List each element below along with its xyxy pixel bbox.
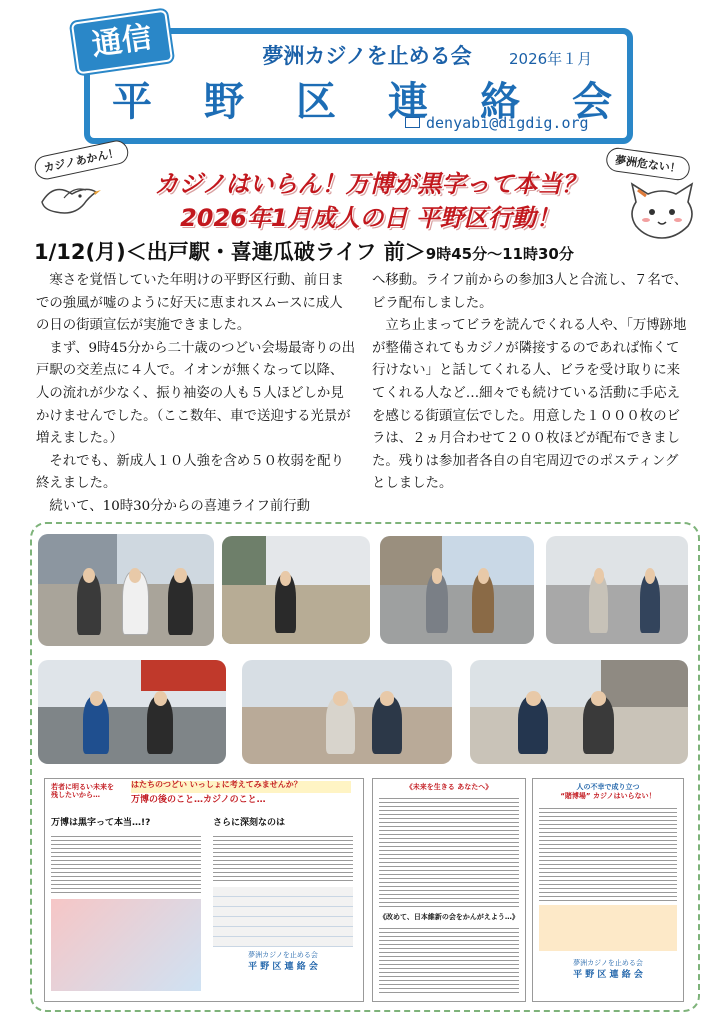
paragraph: 続いて、10時30分からの喜連ライフ前行動 [36,498,311,514]
flyer-heading: 人の不幸で成り立つ [576,783,640,791]
photo-street-3 [380,536,534,644]
flyer-middle [372,778,526,1002]
flyer-back [532,778,684,1002]
flyer-footer: 夢洲カジノを止める会 [248,951,318,959]
body-column-right [372,270,690,496]
headline-line-1: カジノはいらん！万博が黒字って本当？ [154,170,586,198]
flyer-footer-title: 平 野 区 連 絡 会 [248,962,318,972]
flyer-sub: 万博は黒字って本当…!? [51,818,151,828]
sticker-left: カジノあかん！ [33,138,130,181]
issue-date: 2026年１月 [509,50,593,68]
flyer-heading: 万博の後のこと…カジノのこと… [131,795,266,805]
photo-street-2 [222,536,370,644]
paragraph: それでも、新成人１０人強を含め５０枚弱を配り終えました。 [36,453,344,492]
event-location: 1/12(月)＜出戸駅・喜連瓜破ライフ 前＞ [34,240,426,264]
photo-street-1 [38,534,214,646]
paragraph: まず、9時45分から二十歳のつどい会場最寄りの出戸駅の交差点に４人で。イオンが無くなって以降、人の流れが少なく、振り袖姿の人も５人ほどしか見かけませんでした。（ここ数年、車で送迎する光景が増えました。） [36,340,356,447]
photo-street-5 [38,660,226,764]
event-time: 9時45分～11時30分 [425,245,574,263]
title-char: 連 [388,79,428,125]
sticker-right: 夢洲危ない！ [605,146,692,181]
flyer-heading-2: “賭博場” カジノはいらない！ [560,792,656,800]
email-address[interactable]: denyabi@digdig.org [426,114,589,132]
title-char: 区 [296,79,336,125]
event-line [34,236,574,266]
body-column-left [36,270,356,519]
flyer-side: さらに深刻なのは [213,818,286,828]
photo-street-4 [546,536,688,644]
title-char: 平 [112,79,152,125]
flyer-front: 若者に明るい未来を 残したいから… はたちのつどい いっしょに考えてみませんか？ 万博の後のこと…カジノのこと… 万博は黒字って本当…!? さらに深刻なのは 夢洲カジノを止める会 平 野 区 連 絡 会 [44,778,364,1002]
envelope-icon [405,117,420,128]
flyer-banner: はたちのつどい いっしょに考えてみませんか？ [131,781,351,793]
title-char: 野 [204,79,244,125]
paragraph: 寒さを覚悟していた年明けの平野区行動、前日までの強風が嘘のように好天に恵まれスムースに成人の日の街頭宣伝が実施できました。 [36,273,344,334]
photo-street-7 [470,660,688,764]
paragraph: へ移動。ライフ前からの参加3人と合流し、７名で、ビラ配布しました。 [372,273,688,311]
headline-line-2: 2026年1月成人の日 平野区行動！ [180,204,560,232]
title-char: 絡 [480,79,520,125]
flyer-footer: 夢洲カジノを止める会 [573,959,643,967]
tsushin-badge: 通信 [71,10,173,75]
org-name: 夢洲カジノを止める会 [262,44,472,68]
paragraph: 立ち止まってビラを読んでくれる人や、「万博跡地が整備されてもカジノが隣接するのであれば怖くて行けない」と話してくれる人、ビラを受け取りに来てくれる人など…細々でも続けている活動に手応えを感じる街頭宣伝でした。用意した１０００枚のビラは、２ヵ月合わせて２００枚ほどが配布できました。残りは参加者各自の自宅周辺でのポスティングとしました。 [372,318,687,492]
title-char: 会 [572,79,612,125]
flyer-footer-title: 平 野 区 連 絡 会 [573,970,643,980]
photo-street-6 [242,660,452,764]
bird-icon [34,172,104,222]
flyer-sub: 《改めて、日本維新の会をかんがえよう…》 [379,913,519,921]
flyer-heading: 《未来を生きる あなたへ》 [405,783,493,791]
email-row [405,114,589,132]
